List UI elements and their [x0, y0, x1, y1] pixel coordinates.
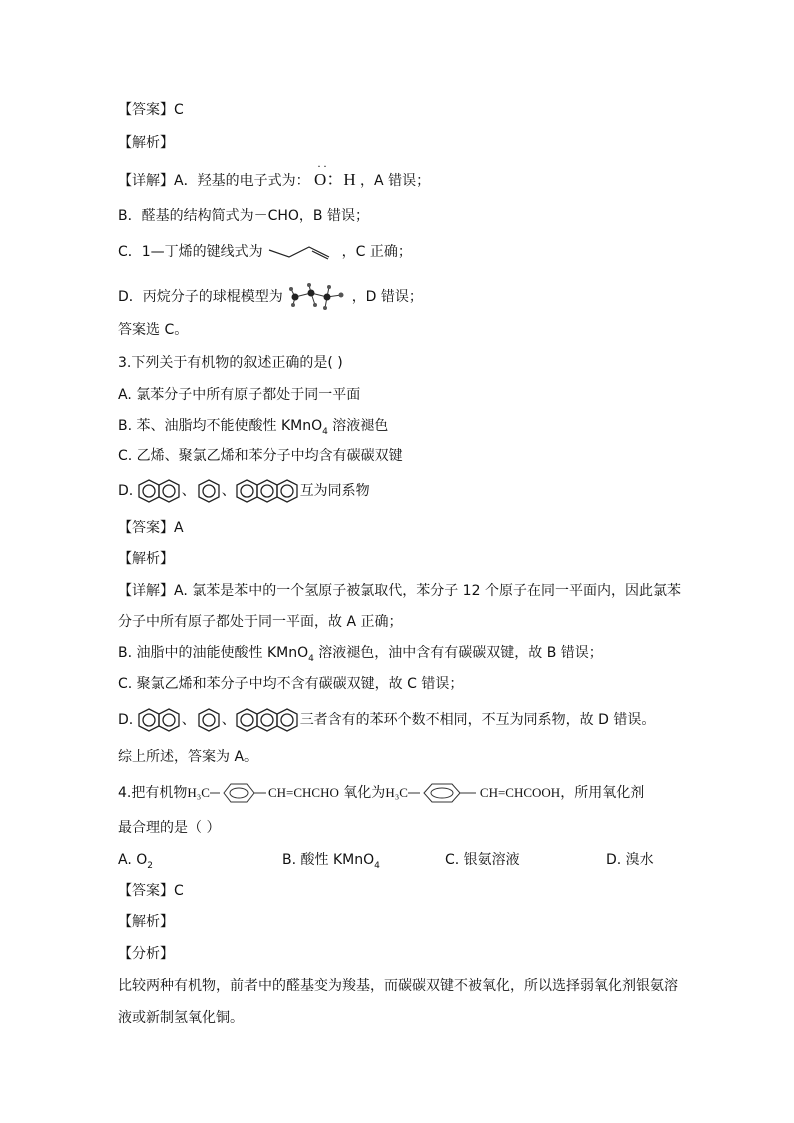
- answer-label: 【答案】C: [118, 102, 184, 118]
- q3-sep2: 、: [221, 483, 236, 499]
- q3-option-c: C. 乙烯、聚氯乙烯和苯分子中均含有碳碳双键: [118, 448, 403, 464]
- q4-body-2: 液或新制氢氧化铜。: [118, 1010, 244, 1026]
- q3-sep1: 、: [181, 483, 196, 499]
- q4-analysis: 【解析】: [118, 914, 174, 930]
- q3-option-d-pre: D.: [118, 483, 134, 499]
- q3-detail-d-post: 三者含有的苯环个数不相同，不互为同系物，故 D 错误。: [299, 712, 656, 728]
- q3-option-a: A. 氯苯分子中所有原子都处于同一平面: [118, 387, 361, 403]
- q4-chain-2: CH=CHCOOH: [479, 785, 561, 800]
- detail-a-pre: 【详解】A．羟基的电子式为：: [118, 173, 310, 189]
- q3-option-b-post: 溶液褪色: [327, 418, 389, 434]
- q4-stem: [118, 782, 644, 804]
- q3-summary: 综上所述，答案为 A。: [118, 749, 259, 765]
- hydroxyl-o: O: [314, 170, 327, 189]
- line-d-pre: D．丙烷分子的球棍模型为: [118, 289, 283, 305]
- q4-stem-mid: 氧化为: [338, 785, 386, 801]
- q4-option-a: [118, 850, 153, 870]
- q3-detail-2: 分子中所有原子都处于同一平面，故 A 正确；: [118, 614, 403, 630]
- q3-option-b-pre: B. 苯、油脂均不能使酸性 KMnO: [118, 418, 323, 434]
- lone-pair-dots: ··: [317, 159, 330, 173]
- detail-a-line: [118, 159, 431, 191]
- anthracene-structure: [236, 707, 300, 733]
- q3-detail-b: [118, 643, 603, 663]
- q3-detail-c: C. 聚氯乙烯和苯分子中均不含有碳碳双键，故 C 错误；: [118, 676, 464, 692]
- q4-option-b-pre: B. 酸性 KMnO: [282, 852, 375, 868]
- q4-body-1: 比较两种有机物，前者中的醛基变为羧基，而碳碳双键不被氧化，所以选择弱氧化剂银氨溶: [118, 978, 678, 994]
- q3-option-d-post: 互为同系物: [299, 483, 370, 499]
- q4-answer: 【答案】C: [118, 883, 184, 899]
- q4-methyl-1: H₃C: [187, 785, 210, 800]
- detail-a-post: ，A 错误；: [360, 173, 431, 189]
- q4-stem-pre: 4.把有机物: [118, 785, 188, 801]
- q4-stem-line2: 最合理的是（ ）: [118, 820, 221, 836]
- line-c-pre: C．1—丁烯的键线式为: [118, 244, 263, 260]
- q3-answer: 【答案】A: [118, 520, 184, 536]
- line-b: B．醛基的结构简式为－CHO，B 错误；: [118, 208, 369, 224]
- q4-methyl-2: H₃C: [385, 785, 408, 800]
- q4-option-c: C. 银氨溶液: [445, 852, 520, 868]
- q3-option-b: [118, 416, 388, 436]
- propane-ball-stick-model: [287, 283, 347, 311]
- anthracene-structure: [236, 478, 300, 504]
- q3-detail-b-sub: 4: [308, 653, 314, 664]
- q4-stem-post: ，所用氧化剂: [560, 785, 645, 801]
- q3-stem: 3.下列关于有机物的叙述正确的是( ): [118, 355, 343, 371]
- q4-fenxi: 【分析】: [118, 946, 174, 962]
- q4-option-a-pre: A. O: [118, 852, 148, 868]
- para-phenylene-ring-2: [408, 782, 480, 804]
- q3-detail-b-post: 溶液褪色，油中含有有碳碳双键，故 B 错误；: [313, 645, 603, 661]
- line-c: [118, 242, 412, 262]
- hydroxyl-h: H: [343, 170, 356, 189]
- q2-conclusion: 答案选 C。: [118, 322, 189, 338]
- q3-analysis: 【解析】: [118, 551, 174, 567]
- benzene-structure: [196, 707, 222, 733]
- benzene-structure: [196, 478, 222, 504]
- q3-detail-d: [118, 707, 655, 733]
- q4-chain-1: CH=CHCHO: [267, 785, 339, 800]
- q3-option-b-sub: 4: [322, 426, 328, 437]
- q3-detail-sep2: 、: [221, 712, 236, 728]
- hydroxyl-colon: ：: [326, 170, 344, 189]
- q4-option-d: D. 溴水: [606, 852, 654, 868]
- q3-detail-1: 【详解】A. 氯苯是苯中的一个氢原子被氯取代，苯分子 12 个原子在同一平面内，因此氯苯: [118, 583, 681, 599]
- line-c-post: ，C 正确；: [341, 244, 412, 260]
- q4-option-b-sub: 4: [374, 860, 380, 871]
- naphthalene-structure: [138, 707, 182, 733]
- para-phenylene-ring-1: [210, 782, 268, 804]
- butene-skeletal-formula: [267, 242, 337, 262]
- q3-detail-b-pre: B. 油脂中的油能使酸性 KMnO: [118, 645, 309, 661]
- line-d-post: ，D 错误；: [351, 289, 423, 305]
- q3-detail-sep1: 、: [181, 712, 196, 728]
- q3-detail-d-pre: D.: [118, 712, 134, 728]
- analysis-label: 【解析】: [118, 135, 174, 151]
- q4-option-a-sub: 2: [147, 860, 153, 871]
- hydroxyl-electron-formula: [314, 159, 356, 190]
- naphthalene-structure: [138, 478, 182, 504]
- line-d: [118, 283, 423, 311]
- q3-option-d: [118, 478, 370, 504]
- q4-option-b: [282, 850, 380, 870]
